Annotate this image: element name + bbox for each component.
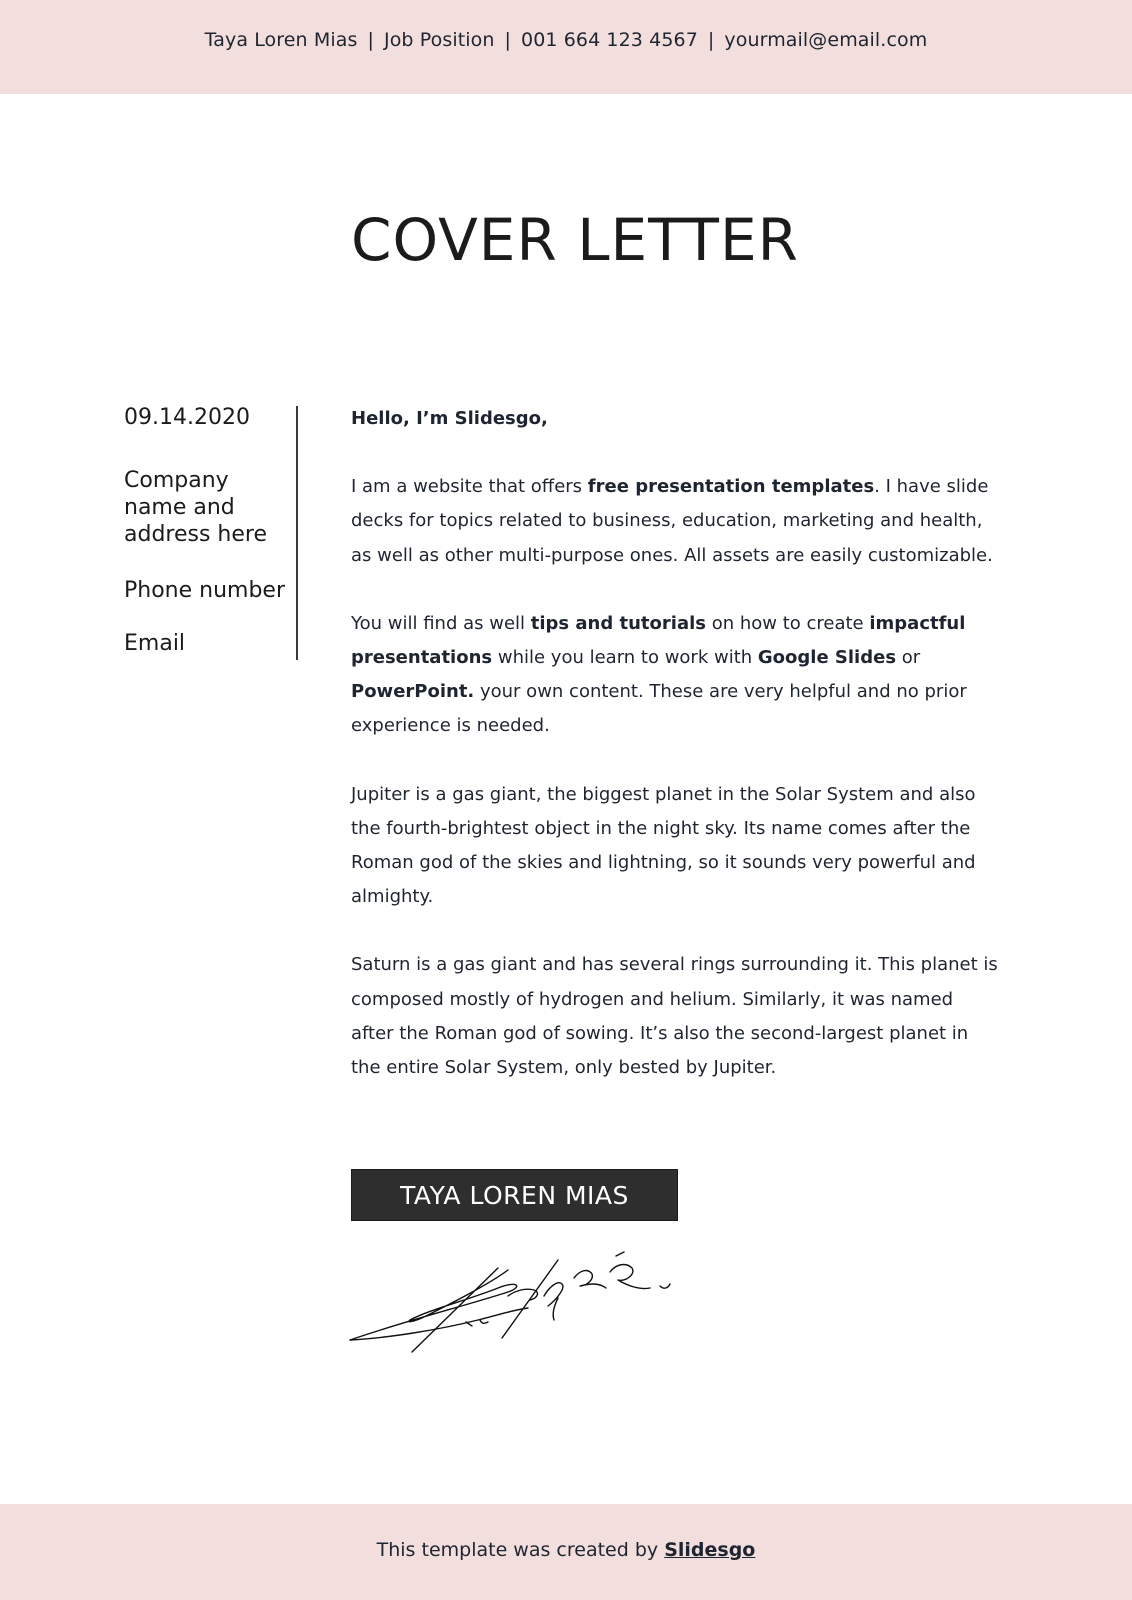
slidesgo-link[interactable]: Slidesgo [664,1539,756,1561]
paragraph-1 [351,470,1001,573]
vertical-divider [296,406,298,660]
header-name: Taya Loren Mias [204,29,358,51]
p2-text: on how to create [705,612,870,634]
p2-text: You will find as well [351,612,531,634]
footer-text: This template was created by [376,1539,665,1561]
letter-date: 09.14.2020 [124,405,250,430]
company-address: Company name and address here [124,468,267,547]
footer-bar [0,1504,1132,1600]
p2-bold: Google Slides [757,647,897,669]
header-bar [0,0,1132,94]
letter-greeting: Hello, I’m Slidesgo, [351,408,548,429]
header-separator: | [367,29,374,51]
page-title: COVER LETTER [351,206,799,274]
p2-text: while you learn to work with [492,647,758,669]
p2-text: or [896,647,921,669]
signature-name: TAYA LOREN MIAS [400,1180,629,1210]
footer-credit [377,1539,756,1561]
p2-text: your own content. These are very helpful and no prior experience is needed. [351,681,967,737]
paragraph-4: Saturn is a gas giant and has several rings surrounding it. This planet is composed mostly of hydrogen and helium. Similarly, it was named after the Roman god of sowing. It’s also the second-largest planet in the entire Solar System, only bested by Jupiter. [351,954,998,1079]
email-label: Email [124,631,186,656]
header-separator: | [707,29,715,51]
signature-name-plate [351,1169,678,1221]
p1-text: . I have slide decks for topics related to business, education, marketing and health, as well as other multi-purpose ones. All assets are easily customizable. [351,476,993,566]
header-position: Job Position [383,29,495,51]
p2-bold: tips and tutorials [530,612,706,634]
p2-bold: PowerPoint. [351,681,475,703]
letter-body [351,402,1001,1119]
header-separator: | [504,29,512,51]
handwritten-signature [348,1250,688,1360]
contact-line [205,29,928,51]
p1-bold: free presentation templates [587,476,875,498]
header-phone: 001 664 123 4567 [521,29,698,51]
paragraph-2 [351,607,1001,744]
p2-bold: impactful presentations [351,612,966,669]
phone-number: Phone number [124,578,286,603]
header-email: yourmail@email.com [724,29,928,51]
p1-text: I am a website that offers [351,476,588,498]
paragraph-3: Jupiter is a gas giant, the biggest planet in the Solar System and also the fourth-brightest object in the night sky. Its name comes after the Roman god of the skies and lightning, so it sounds very powerful and almighty. [351,783,976,908]
